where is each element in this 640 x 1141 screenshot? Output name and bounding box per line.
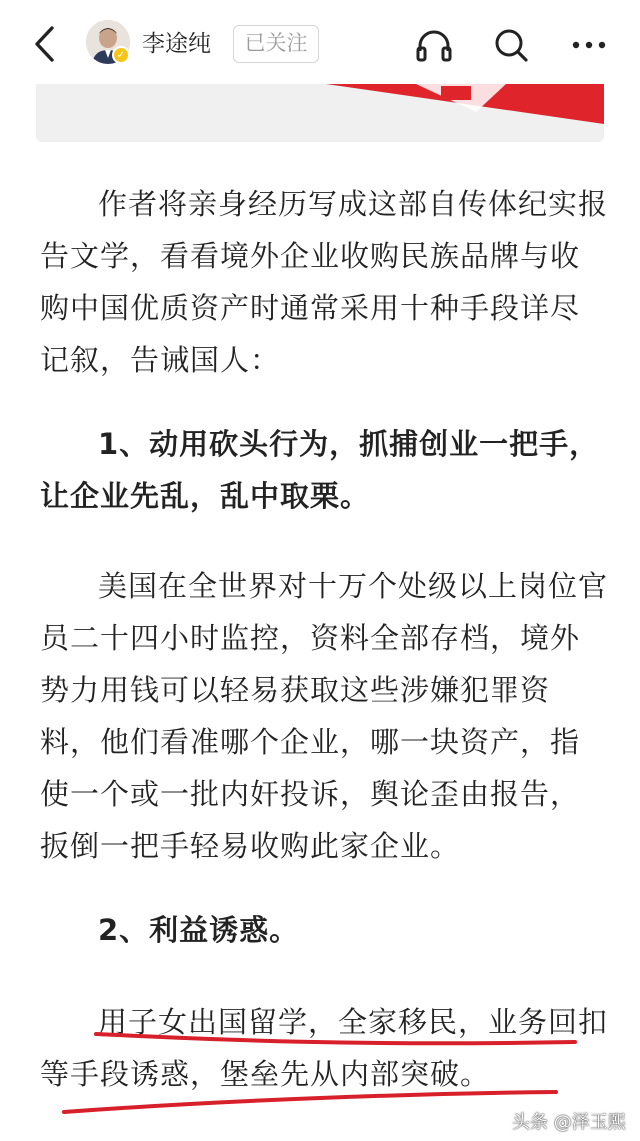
search-icon: [493, 27, 529, 63]
verified-badge-icon: ✓: [112, 46, 130, 64]
back-button[interactable]: [26, 22, 62, 66]
author-name[interactable]: 李途纯: [142, 31, 211, 57]
more-button[interactable]: [568, 24, 610, 66]
article-paragraph: 作者将亲身经历写成这部自传体纪实报告文学，看看境外企业收购民族品牌与收购中国优质资产时通常采用十种手段详尽记叙，告诫国人：: [40, 187, 609, 377]
article-paragraph: 用子女出国留学，全家移民，业务回扣等手段诱惑，堡垒先从内部突破。: [40, 1005, 609, 1091]
follow-button[interactable]: 已关注: [233, 25, 319, 63]
section-heading: 2、利益诱惑。: [98, 913, 300, 947]
listen-button[interactable]: [413, 24, 455, 66]
back-arrow-icon: [33, 25, 55, 63]
search-button[interactable]: [490, 24, 532, 66]
headphones-icon: [415, 27, 453, 63]
article-paragraph: 美国在全世界对十万个处级以上岗位官员二十四小时监控，资料全部存档，境外势力用钱可以轻易获取这些涉嫌犯罪资料，他们看准哪个企业，哪一块资产，指使一个或一批内奸投诉，舆论歪由报告，扳倒一把手轻易收购此家企业。: [40, 569, 609, 863]
more-icon: [571, 40, 607, 50]
section-heading: 1、动用砍头行为，抓捕创业一把手，让企业先乱，乱中取栗。: [40, 427, 600, 513]
source-watermark: 头条 @泽玉熙: [512, 1112, 626, 1133]
top-bar: [0, 0, 640, 88]
article-image[interactable]: [36, 84, 604, 142]
